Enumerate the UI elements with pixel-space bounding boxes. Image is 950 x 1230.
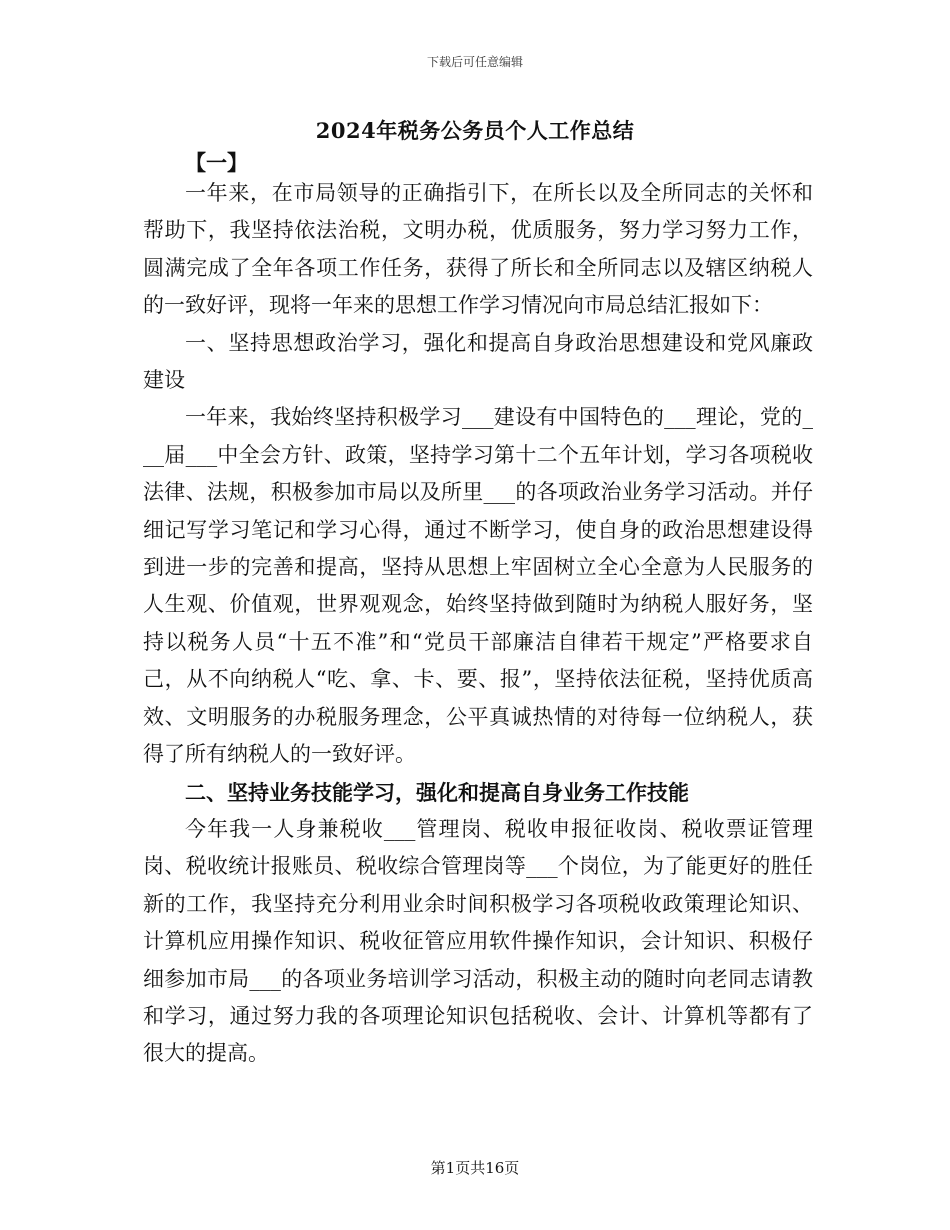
section-two-body: 今年我一人身兼税收___管理岗、税收申报征收岗、税收票证管理岗、税收统计报账员、税收综合管理岗等___个岗位，为了能更好的胜任新的工作，我坚持充分利用业余时间积极学习各项税收政策理论知识、计算机应用操作知识、税收征管应用软件操作知识，会计知识、积极仔细参加市局___的各项业务培训学习活动，积极主动的随时向老同志请教和学习，通过努力我的各项理论知识包括税收、会计、计算机等都有了很大的提高。 <box>143 816 813 1066</box>
section-one-heading: 一、坚持思想政治学习，强化和提高自身政治思想建设和党风廉政建设 <box>143 330 813 393</box>
intro-paragraph: 一年来，在市局领导的正确指引下，在所长以及全所同志的关怀和帮助下，我坚持依法治税，文明办税，优质服务，努力学习努力工作，圆满完成了全年各项工作任务，获得了所长和全所同志以及辖区纳税人的一致好评，现将一年来的思想工作学习情况向市局总结汇报如下： <box>143 181 813 318</box>
section-one-body: 一年来，我始终坚持积极学习___建设有中国特色的___理论，党的___届___中全会方针、政策，坚持学习第十二个五年计划，学习各项税收法律、法规，积极参加市局以及所里___的各项政治业务学习活动。并仔细记写学习笔记和学习心得，通过不断学习，使自身的政治思想建设得到进一步的完善和提高，坚持从思想上牢固树立全心全意为人民服务的人生观、价值观，世界观观念，始终坚持做到随时为纳税人服好务，坚持以税务人员“十五不准”和“党员干部廉洁自律若干规定”严格要求自己，从不向纳税人“吃、拿、卡、要、报”，坚持依法征税，坚持优质高效、文明服务的办税服务理念，公平真诚热情的对待每一位纳税人，获得了所有纳税人的一致好评。 <box>143 405 813 767</box>
section-marker: 【一】 <box>185 150 248 175</box>
document-body <box>143 175 813 1073</box>
page-number-footer: 第1页共16页 <box>430 1159 520 1177</box>
section-two-heading: 二、坚持业务技能学习，强化和提高自身业务工作技能 <box>185 779 689 805</box>
document-title: 2024年税务公务员个人工作总结 <box>315 118 635 143</box>
header-note: 下载后可任意编辑 <box>426 55 523 69</box>
